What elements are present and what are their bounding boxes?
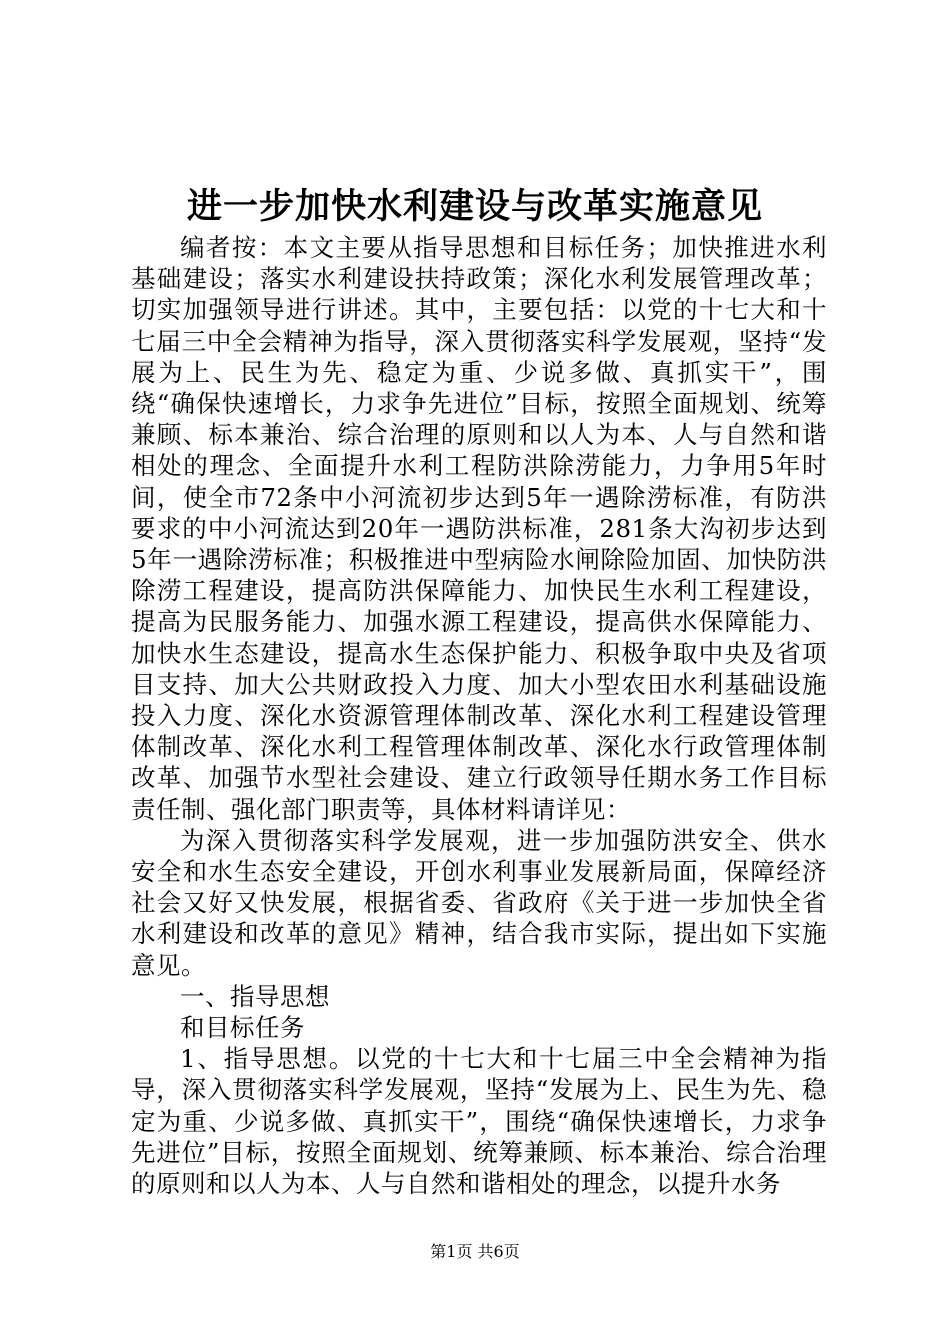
document-title: 进一步加快水利建设与改革实施意见: [186, 186, 763, 227]
page-footer: 第1页 共6页: [430, 1242, 520, 1261]
section-heading-line1: 一、指导思想: [180, 981, 330, 1011]
intro-paragraph: 为深入贯彻落实科学发展观，进一步加强防洪安全、供水安全和水生态安全建设，开创水利事业发展新局面，保障经济社会又好又快发展，根据省委、省政府《关于进一步加快全省水利建设和改革的意见》精神，结合我市实际，提出如下实施意见。: [131, 825, 827, 980]
guiding-ideology-paragraph: 1、指导思想。以党的十七大和十七届三中全会精神为指导，深入贯彻落实科学发展观，坚持“发展为上、民生为先、稳定为重、少说多做、真抓实干”，围绕“确保快速增长，力求争先进位”目标，按照全面规划、统筹兼顾、标本兼治、综合治理的原则和以人为本、人与自然和谐相处的理念，以提升水务: [131, 1044, 827, 1199]
section-heading-line2: 和目标任务: [180, 1013, 305, 1043]
editor-note-paragraph: 编者按：本文主要从指导思想和目标任务；加快推进水利基础建设；落实水利建设扶持政策；深化水利发展管理改革；切实加强领导进行讲述。其中，主要包括：以党的十七大和十七届三中全会精神为指导，深入贯彻落实科学发展观，坚持“发展为上、民生为先、稳定为重、少说多做、真抓实干”，围绕“确保快速增长，力求争先进位”目标，按照全面规划、统筹兼顾、标本兼治、综合治理的原则和以人为本、人与自然和谐相处的理念、全面提升水利工程防洪除涝能力，力争用5年时间，使全市72条中小河流初步达到5年一遇除涝标准，有防洪要求的中小河流达到20年一遇防洪标准，281条大沟初步达到5年一遇除涝标准；积极推进中型病险水闸除险加固、加快防洪除涝工程建设，提高防洪保障能力、加快民生水利工程建设，提高为民服务能力、加强水源工程建设，提高供水保障能力、加快水生态建设，提高水生态保护能力、积极争取中央及省项目支持、加大公共财政投入力度、加大小型农田水利基础设施投入力度、深化水资源管理体制改革、深化水利工程建设管理体制改革、深化水利工程管理体制改革、深化水行政管理体制改革、加强节水型社会建设、建立行政领导任期水务工作目标责任制、强化部门职责等，具体材料请详见：: [131, 233, 827, 824]
document-body: [131, 232, 827, 1199]
